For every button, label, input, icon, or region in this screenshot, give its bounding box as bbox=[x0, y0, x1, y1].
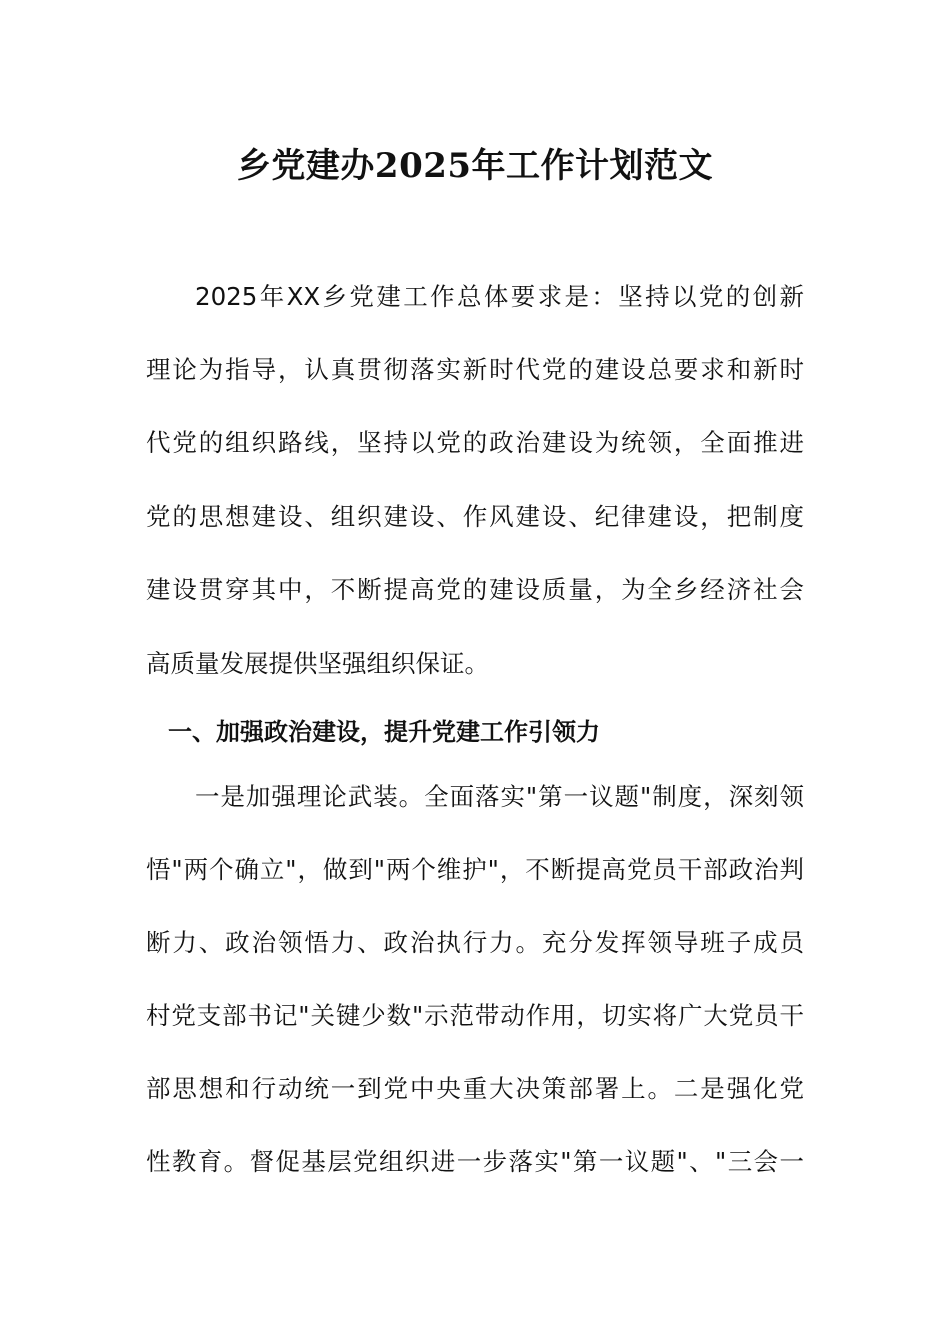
section-line-2: 悟"两个确立"，做到"两个维护"，不断提高党员干部政治判 bbox=[146, 855, 804, 884]
intro-line-6: 高质量发展提供坚强组织保证。 bbox=[146, 649, 489, 678]
section-heading: 一、加强政治建设，提升党建工作引领力 bbox=[168, 718, 600, 746]
intro-line-5: 建设贯穿其中，不断提高党的建设质量，为全乡经济社会 bbox=[146, 575, 804, 604]
intro-line-4: 党的思想建设、组织建设、作风建设、纪律建设，把制度 bbox=[146, 502, 804, 531]
intro-line-3: 代党的组织路线，坚持以党的政治建设为统领，全面推进 bbox=[146, 428, 804, 457]
section-line-6: 性教育。督促基层党组织进一步落实"第一议题"、"三会一 bbox=[146, 1147, 804, 1176]
section-line-1: 一是加强理论武装。全面落实"第一议题"制度，深刻领 bbox=[195, 782, 804, 811]
section-line-3: 断力、政治领悟力、政治执行力。充分发挥领导班子成员 bbox=[146, 928, 804, 957]
section-line-4: 村党支部书记"关键少数"示范带动作用，切实将广大党员干 bbox=[146, 1001, 804, 1030]
intro-line-2: 理论为指导，认真贯彻落实新时代党的建设总要求和新时 bbox=[146, 355, 804, 384]
intro-line-1: 2025年XX乡党建工作总体要求是：坚持以党的创新 bbox=[195, 282, 804, 311]
document-title: 乡党建办2025年工作计划范文 bbox=[236, 146, 714, 186]
section-line-5: 部思想和行动统一到党中央重大决策部署上。二是强化党 bbox=[146, 1074, 804, 1103]
